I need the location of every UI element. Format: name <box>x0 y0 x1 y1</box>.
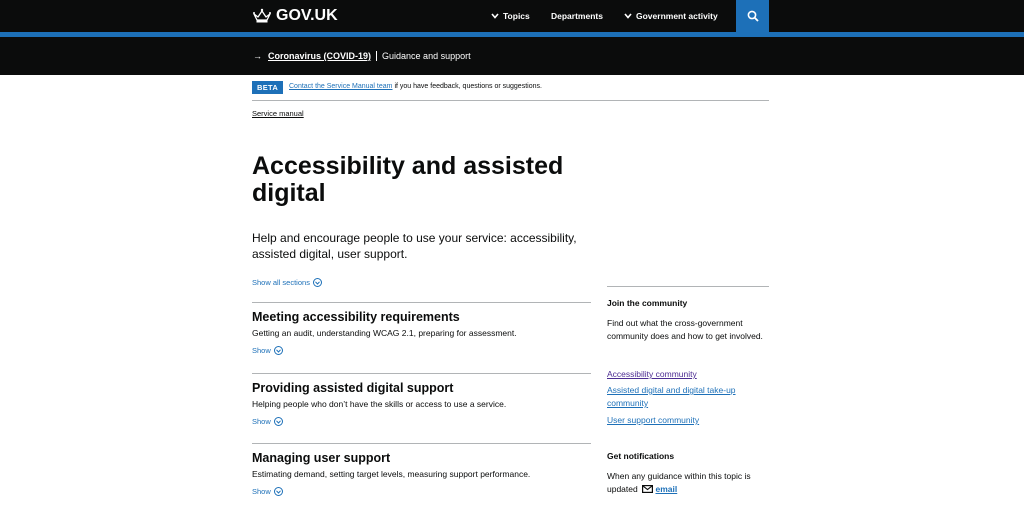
chevron-down-icon <box>624 13 632 19</box>
breadcrumb-service-manual[interactable]: Service manual <box>252 109 304 118</box>
community-heading: Join the community <box>607 298 688 308</box>
accordion-heading[interactable]: Meeting accessibility requirements <box>252 310 460 324</box>
show-all-label: Show all sections <box>252 278 310 287</box>
accordion-summary: Estimating demand, setting target levels, measuring support performance. <box>252 469 531 479</box>
notifications-text-label: When any guidance within this topic is updated <box>607 471 751 494</box>
accordion-section <box>252 373 591 426</box>
accordion-summary: Getting an audit, understanding WCAG 2.1, preparing for assessment. <box>252 328 517 338</box>
email-link[interactable]: email <box>655 484 678 494</box>
nav-departments-label: Departments <box>551 11 603 21</box>
emergency-banner-content <box>253 51 471 61</box>
accordion-show-button[interactable] <box>252 346 283 355</box>
covid-link[interactable]: Coronavirus (COVID-19) <box>268 51 372 61</box>
accessibility-community-link[interactable]: Accessibility community <box>607 369 697 379</box>
chevron-down-icon <box>274 346 283 355</box>
govuk-header <box>0 0 1024 32</box>
emergency-banner <box>0 37 1024 75</box>
banner-divider <box>376 51 377 61</box>
chevron-down-icon <box>313 278 322 287</box>
show-all-sections-button[interactable] <box>252 278 322 287</box>
page-lead: Help and encourage people to use your service: accessibility, assisted digital, user support. <box>252 231 577 261</box>
guidance-text: Guidance and support <box>382 51 471 61</box>
notifications-text <box>607 470 769 496</box>
accordion-section <box>252 302 591 355</box>
community-text: Find out what the cross-government community does and how to get involved. <box>607 318 763 341</box>
show-label: Show <box>252 487 271 496</box>
nav-topics-label: Topics <box>503 11 530 21</box>
chevron-down-icon <box>274 417 283 426</box>
show-label: Show <box>252 417 271 426</box>
search-button[interactable] <box>736 0 769 32</box>
nav-government-activity[interactable] <box>624 0 718 32</box>
accordion-summary: Helping people who don’t have the skills or access to use a service. <box>252 399 507 409</box>
chevron-down-icon <box>491 13 499 19</box>
page-title: Accessibility and assisted digital <box>252 152 564 207</box>
nav-government-activity-label: Government activity <box>636 11 718 21</box>
phase-banner-suffix: if you have feedback, questions or suggestions. <box>394 83 542 90</box>
sidebar-divider <box>607 286 769 287</box>
chevron-down-icon <box>274 487 283 496</box>
nav-departments[interactable] <box>551 0 603 32</box>
accordion-show-button[interactable] <box>252 417 283 426</box>
user-support-community-link[interactable]: User support community <box>607 415 700 425</box>
show-label: Show <box>252 346 271 355</box>
email-icon <box>642 485 653 493</box>
accordion-heading[interactable]: Providing assisted digital support <box>252 381 454 395</box>
accordion-show-button[interactable] <box>252 487 283 496</box>
phase-banner <box>252 80 769 101</box>
govuk-logo[interactable] <box>252 6 338 26</box>
phase-banner-text <box>289 83 542 90</box>
accordion-section <box>252 443 591 496</box>
crown-icon <box>252 8 272 24</box>
beta-tag: BETA <box>252 81 283 94</box>
logo-text: GOV.UK <box>276 7 338 24</box>
assisted-digital-community-link[interactable]: Assisted digital and digital take-up community <box>607 385 736 408</box>
arrow-right-icon: → <box>253 51 262 61</box>
search-icon <box>747 10 759 22</box>
nav-topics[interactable] <box>491 0 530 32</box>
notifications-heading: Get notifications <box>607 451 675 461</box>
contact-team-link[interactable]: Contact the Service Manual team <box>289 83 393 90</box>
accordion-heading[interactable]: Managing user support <box>252 451 391 465</box>
